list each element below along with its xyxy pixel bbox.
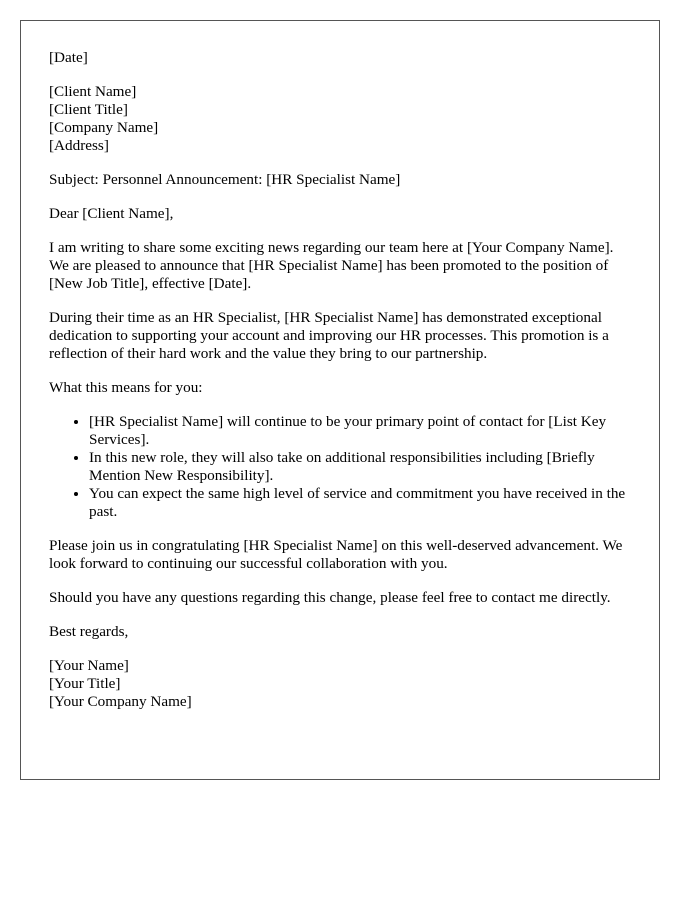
signature-block — [49, 657, 631, 711]
signature-title: [Your Title] — [49, 675, 121, 692]
letter-closing: Best regards, — [49, 623, 129, 640]
benefits-list — [49, 413, 631, 521]
body-paragraph-2: During their time as an HR Specialist, [HR Specialist Name] has demonstrated exceptional dedication to supporting your account and improving our HR processes. This promotion is a reflection of their hard work and the value they bring to our partnership. — [49, 309, 609, 362]
body-paragraph-3: Please join us in congratulating [HR Specialist Name] on this well-deserved advancement. We look forward to continuing our successful collaboration with you. — [49, 537, 623, 572]
recipient-company: [Company Name] — [49, 119, 159, 136]
list-item: • In this new role, they will also take on additional responsibilities including [Briefly Mention New Responsibility]. — [89, 449, 631, 485]
body-paragraph-4: Should you have any questions regarding this change, please feel free to contact me directly. — [49, 589, 611, 606]
list-item: • You can expect the same high level of service and commitment you have received in the past. — [89, 485, 631, 521]
list-intro: What this means for you: — [49, 379, 203, 396]
letter-date: [Date] — [49, 49, 88, 66]
letter-salutation: Dear [Client Name], — [49, 205, 174, 222]
recipient-title: [Client Title] — [49, 101, 128, 118]
list-item: • [HR Specialist Name] will continue to be your primary point of contact for [List Key Services]. — [89, 413, 631, 449]
signature-company: [Your Company Name] — [49, 693, 192, 710]
letter-subject: Subject: Personnel Announcement: [HR Specialist Name] — [49, 171, 401, 188]
recipient-name: [Client Name] — [49, 83, 137, 100]
letter-page — [20, 20, 660, 780]
recipient-address: [Address] — [49, 137, 109, 154]
recipient-block — [49, 83, 631, 155]
signature-name: [Your Name] — [49, 657, 129, 674]
body-paragraph-1: I am writing to share some exciting news regarding our team here at [Your Company Name]. We are pleased to announce that [HR Specialist Name] has been promoted to the position of [New Job Title], effective [Date]. — [49, 239, 614, 292]
